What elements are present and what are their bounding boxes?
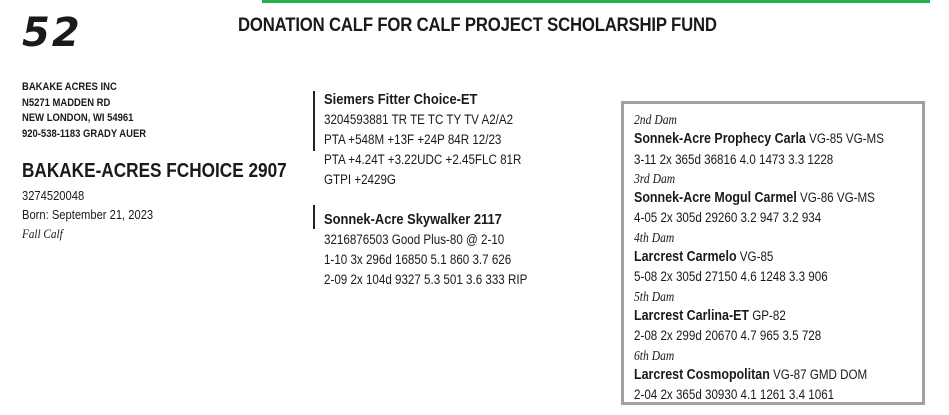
consignor-address: N5271 MADDEN RD xyxy=(22,96,111,109)
maternal-dam-score: VG-86 VG-MS xyxy=(796,190,875,206)
maternal-dam-record: 5-08 2x 305d 27150 4.6 1248 3.3 906 xyxy=(634,269,828,285)
dam-name: Sonnek-Acre Skywalker 2117 xyxy=(324,211,502,228)
maternal-dam-line xyxy=(634,306,884,326)
generation-label: 2nd Dam xyxy=(634,112,677,127)
dam-line: 1-10 3x 296d 16850 5.1 860 3.7 626 xyxy=(324,252,512,267)
animal-name: BAKAKE-ACRES FCHOICE 2907 xyxy=(22,160,287,182)
maternal-dam-line xyxy=(634,188,884,208)
dam-line: 2-09 2x 104d 9327 5.3 501 3.6 333 RIP xyxy=(324,272,528,287)
maternal-list xyxy=(634,110,884,404)
maternal-dam-record: 3-11 2x 365d 36816 4.0 1473 3.3 1228 xyxy=(634,151,834,167)
sire-line: 3204593881 TR TE TC TY TV A2/A2 xyxy=(324,112,514,127)
consignor-block xyxy=(22,80,146,142)
maternal-dam-score: VG-85 xyxy=(736,249,774,265)
generation-label: 5th Dam xyxy=(634,288,675,304)
green-header-rule xyxy=(262,0,930,3)
generation-label: 6th Dam xyxy=(634,347,675,363)
lot-number: 52 xyxy=(22,10,82,56)
maternal-dam-name: Sonnek-Acre Mogul Carmel xyxy=(634,190,797,207)
maternal-dam-name: Sonnek-Acre Prophecy Carla xyxy=(634,131,806,148)
maternal-dam-line xyxy=(634,129,884,149)
sire-block xyxy=(324,90,521,190)
sire-name: Siemers Fitter Choice-ET xyxy=(324,91,478,108)
sire-bracket-line xyxy=(313,91,315,151)
page-title: DONATION CALF FOR CALF PROJECT SCHOLARSHIP FUND xyxy=(238,15,717,36)
maternal-pedigree-box xyxy=(621,101,925,405)
sire-line: PTA +548M +13F +24P 84R 12/23 xyxy=(324,132,502,147)
sire-line: PTA +4.24T +3.22UDC +2.45FLC 81R xyxy=(324,152,522,167)
maternal-dam-score: VG-85 VG-MS xyxy=(805,131,884,147)
consignor-farm: BAKAKE ACRES INC xyxy=(22,81,117,93)
maternal-dam-name: Larcrest Carmelo xyxy=(634,249,737,266)
animal-born: Born: September 21, 2023 xyxy=(22,207,154,222)
generation-label: 3rd Dam xyxy=(634,170,676,186)
dam-block xyxy=(324,210,527,290)
generation-label: 4th Dam xyxy=(634,229,675,245)
animal-class: Fall Calf xyxy=(22,226,63,241)
maternal-dam-record: 4-05 2x 305d 29260 3.2 947 3.2 934 xyxy=(634,210,822,226)
consignor-phone: 920-538-1183 GRADY AUER xyxy=(22,127,147,140)
maternal-dam-score: VG-87 GMD DOM xyxy=(769,366,868,382)
dam-line: 3216876503 Good Plus-80 @ 2-10 xyxy=(324,232,505,247)
maternal-dam-name: Larcrest Carlina-ET xyxy=(634,307,750,324)
sire-line: GTPI +2429G xyxy=(324,172,396,187)
dam-bracket-line xyxy=(313,205,315,229)
maternal-dam-name: Larcrest Cosmopolitan xyxy=(634,366,770,383)
consignor-city: NEW LONDON, WI 54961 xyxy=(22,112,134,124)
maternal-dam-score: GP-82 xyxy=(749,307,786,323)
animal-info xyxy=(22,186,153,243)
maternal-dam-record: 2-08 2x 299d 20670 4.7 965 3.5 728 xyxy=(634,328,822,344)
maternal-dam-line xyxy=(634,365,884,385)
maternal-dam-line xyxy=(634,247,884,267)
maternal-dam-record: 2-04 2x 365d 30930 4.1 1261 3.4 1061 xyxy=(634,387,835,403)
animal-reg: 3274520048 xyxy=(22,188,85,203)
